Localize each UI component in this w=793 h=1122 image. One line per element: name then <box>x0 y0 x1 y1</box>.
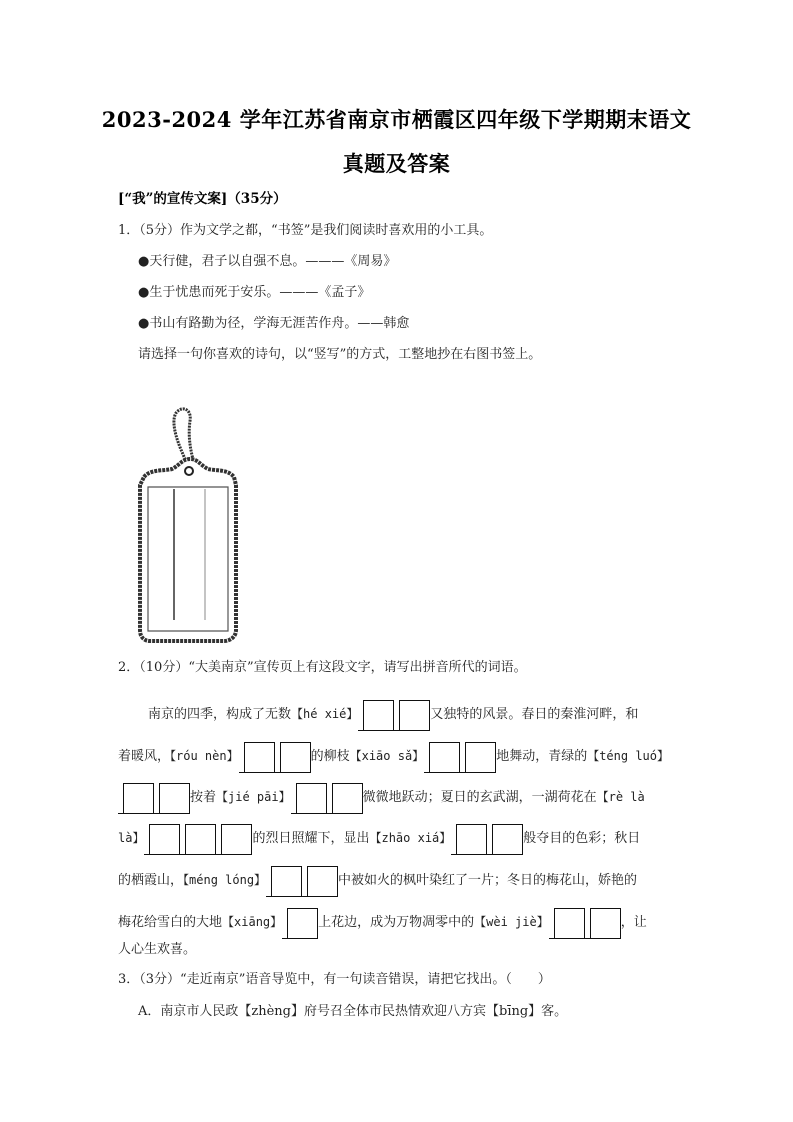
q1-quote-2: ●生于忧患而死于安乐。———《孟子》 <box>138 285 371 300</box>
answer-box-3[interactable] <box>244 742 275 773</box>
passage-text: 南京的四季，构成了无数 <box>148 707 292 722</box>
passage-text: 的柳枝 <box>310 749 350 764</box>
pinyin-prompt: 【xiāng】 <box>222 915 283 929</box>
answer-box-17[interactable] <box>307 866 338 897</box>
passage-text: 着暖风， <box>118 749 171 764</box>
document-title-line2: 真题及答案 <box>342 151 451 176</box>
pinyin-prompt: 【xiāo sǎ】 <box>349 749 425 763</box>
answer-box-16[interactable] <box>271 866 302 897</box>
pinyin-prompt: 【hé xié】 <box>291 707 359 721</box>
pinyin-prompt: 【téng luó】 <box>587 749 670 763</box>
document-title-line1: 2023-2024 学年江苏省南京市栖霞区四年级下学期期末语文 <box>101 107 692 132</box>
passage-text: 人心生欢喜。 <box>118 942 197 957</box>
passage-line-2 <box>118 740 669 772</box>
answer-box-13[interactable] <box>221 824 252 855</box>
q3-option-a: A．南京市人民政【zhèng】府号召全体市民热情欢迎八方宾【bīng】客。 <box>138 1004 568 1019</box>
passage-text: 梅花给雪白的大地 <box>118 915 223 930</box>
pinyin-prompt: 【zhāo xiá】 <box>369 831 452 845</box>
answer-box-6[interactable] <box>465 742 496 773</box>
answer-box-10[interactable] <box>332 783 363 814</box>
pinyin-prompt: 【rè là <box>596 790 645 804</box>
q1-instruction: 请选择一句你喜欢的诗句，以“竖写”的方式，工整地抄在右图书签上。 <box>138 347 542 362</box>
answer-box-8[interactable] <box>159 783 190 814</box>
pinyin-prompt: là】 <box>118 831 145 845</box>
q1-stem: 1．（5分）作为文学之都，“书签”是我们阅读时喜欢用的小工具。 <box>118 223 493 238</box>
answer-box-15[interactable] <box>492 824 523 855</box>
answer-box-12[interactable] <box>185 824 216 855</box>
pinyin-prompt: 【méng lóng】 <box>183 873 267 887</box>
passage-line-3 <box>118 781 645 813</box>
q1-quote-1: ●天行健，君子以自强不息。———《周易》 <box>138 254 397 269</box>
passage-text: 上花边，成为万物凋零中的 <box>318 915 475 930</box>
pinyin-prompt: 【jié pāi】 <box>216 790 291 804</box>
answer-box-11[interactable] <box>149 824 180 855</box>
answer-box-14[interactable] <box>456 824 487 855</box>
answer-box-4[interactable] <box>280 742 311 773</box>
answer-box-19[interactable] <box>554 908 585 939</box>
q2-stem: 2．（10分）“大美南京”宣传页上有这段文字，请写出拼音所代的词语。 <box>118 660 527 675</box>
q1-quote-3: ●书山有路勤为径，学海无涯苦作舟。——韩愈 <box>138 316 410 331</box>
answer-box-5[interactable] <box>429 742 460 773</box>
passage-text: 微微地跃动；夏日的玄武湖，一湖荷花在 <box>362 790 597 805</box>
passage-line-4 <box>118 822 640 854</box>
passage-line-5 <box>118 864 637 896</box>
answer-box-9[interactable] <box>296 783 327 814</box>
pinyin-prompt: 【wèi jiè】 <box>474 915 549 929</box>
passage-text: 又独特的风景。春日的秦淮河畔，和 <box>430 707 639 722</box>
passage-text: 的栖霞山， <box>118 873 184 888</box>
passage-text: ，让 <box>620 915 647 930</box>
passage-text: 般夺目的色彩；秋日 <box>523 831 641 846</box>
passage-line-7 <box>118 934 196 966</box>
answer-box-1[interactable] <box>363 700 394 731</box>
section-heading: [“我”的宣传文案]（35分） <box>118 191 287 207</box>
answer-box-20[interactable] <box>590 908 621 939</box>
passage-line-6 <box>118 906 647 938</box>
passage-text: 中被如火的枫叶染红了一片；冬日的梅花山，娇艳的 <box>338 873 638 888</box>
passage-line-1 <box>148 698 638 730</box>
bookmark-tag-icon <box>130 405 250 645</box>
passage-text: 按着 <box>190 790 217 805</box>
pinyin-prompt: 【róu nèn】 <box>170 749 239 763</box>
q3-stem: 3．（3分）“走近南京”语音导览中，有一句读音错误，请把它找出。（ ） <box>118 972 551 987</box>
answer-box-18[interactable] <box>287 908 318 939</box>
passage-text: 的烈日照耀下，显出 <box>252 831 370 846</box>
answer-box-2[interactable] <box>399 700 430 731</box>
answer-box-7[interactable] <box>123 783 154 814</box>
passage-text: 地舞动，青绿的 <box>496 749 588 764</box>
